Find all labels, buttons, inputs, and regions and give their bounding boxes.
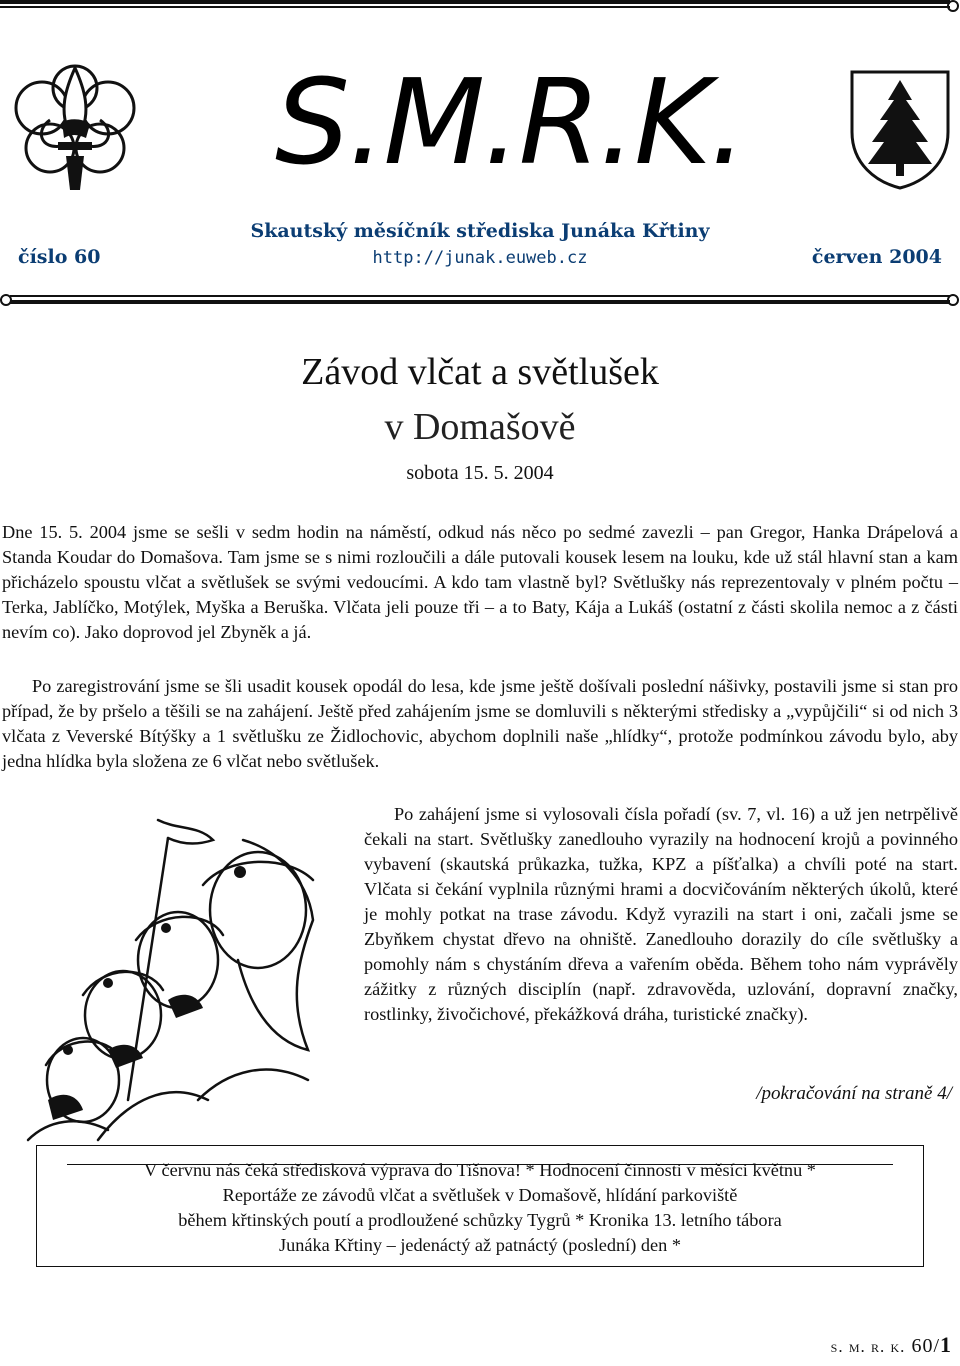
footer-label: s. m. r. k. [830, 1337, 906, 1356]
spruce-tree-shield-icon [848, 68, 952, 190]
header-scroll-rule [0, 293, 960, 307]
contents-box [36, 1145, 924, 1267]
contents-line: Junáka Křtiny – jedenáctý až patnáctý (poslední) den * [278, 1235, 682, 1255]
contents-line: V červnu nás čeká středisková výprava do Tišnova! * Hodnocení činnosti v měsíci květnu * [144, 1160, 816, 1180]
issue-number: číslo 60 [18, 246, 101, 268]
top-scroll-rule [0, 0, 960, 14]
article-title: Závod vlčat a světlušek [301, 351, 659, 393]
contents-line: Reportáže ze závodů vlčat a světlušek v Domašově, hlídání parkoviště [222, 1185, 738, 1205]
contents-box-text [47, 1158, 913, 1258]
article-subtitle: v Domašově [384, 406, 576, 448]
continuation-note: /pokračování na straně 4/ [756, 1083, 952, 1104]
website-link[interactable]: http://junak.euweb.cz [372, 248, 588, 268]
subtitle: Skautský měsíčník střediska Junáka Křtiny [250, 220, 710, 242]
paragraph-2: Po zaregistrování jsme se šli usadit kousek opodál do lesa, kde jsme ještě došívali poslední nášivky, postavili jsme si stan pro případ, že by pršelo a těšili se na zahájení. Ještě před zahájením jsme se domluvili s některými středisky a „vypůjčili“ si od nich 3 vlčata z Veverské Bítýšky a 1 světlušku ze Židlochovic, abychom doplnili naše „hlídky“, protože podmínkou závodu bylo, aby jedna hlídka byla složena ze 6 vlčat nebo světlušek. [2, 676, 958, 771]
footer-issue: 60/ [911, 1335, 940, 1357]
article-date: sobota 15. 5. 2004 [406, 462, 554, 484]
scout-lily-emblem-icon [10, 60, 140, 200]
page-footer [831, 1332, 952, 1358]
scouts-illustration-icon [8, 800, 348, 1160]
paragraph-3: Po zahájení jsme si vylosovali čísla pořadí (sv. 7, vl. 16) a už jen netrpělivě čekali na start. Světlušky zanedlouho vyrazily na hodnocení krojů a povinného vybavení (skautská průkazka, tužka, KPZ a píšťalka) a chvíli poté na start. Vlčata si čekání vyplnila různými hrami a docvičováním některých úkolů, které je mohly potkat na trase závodu. Když vyrazili na start i oni, začali jsme se Zbyňkem chystat dřevo na ohniště. Zanedlouho dorazily do cíle světlušky a pomohly nám s chystáním dřeva a vařením oběda. Během toho nám vyprávěly zážitky z různých disciplín (např. zdravověda, uzlování, dopravní značky, rostlinky, živočichové, překážková dráha, turistické značky). [364, 804, 958, 1024]
masthead-title: S.M.R.K. [274, 53, 746, 191]
paragraph-1: Dne 15. 5. 2004 jsme se sešli v sedm hodin na náměstí, odkud nás něco po sedmé zavezli – pan Gregor, Hanka Drápelová a Standa Koudar do Domašova. Tam jsme se s nimi rozloučili a dále putovali kousek lesem na louku, kde už stál hlavní stan a kam přicházelo spoustu vlčat a světlušek se svými vedoucími. A kdo tam vlastně byl? Světlušky nás reprezentovaly v plném počtu – Terka, Jablíčko, Motýlek, Myška a Beruška. Vlčata jeli pouze tři – a to Baty, Kája a Lukáš (ostatní z části skolila nemoc a z části nevím co). Jako doprovod jel Zbyněk a já. [2, 522, 958, 642]
issue-date: červen 2004 [811, 246, 942, 268]
page-number: 1 [940, 1332, 952, 1357]
contents-line: během křtinských poutí a prodloužené schůzky Tygrů * Kronika 13. letního tábora [178, 1210, 782, 1230]
